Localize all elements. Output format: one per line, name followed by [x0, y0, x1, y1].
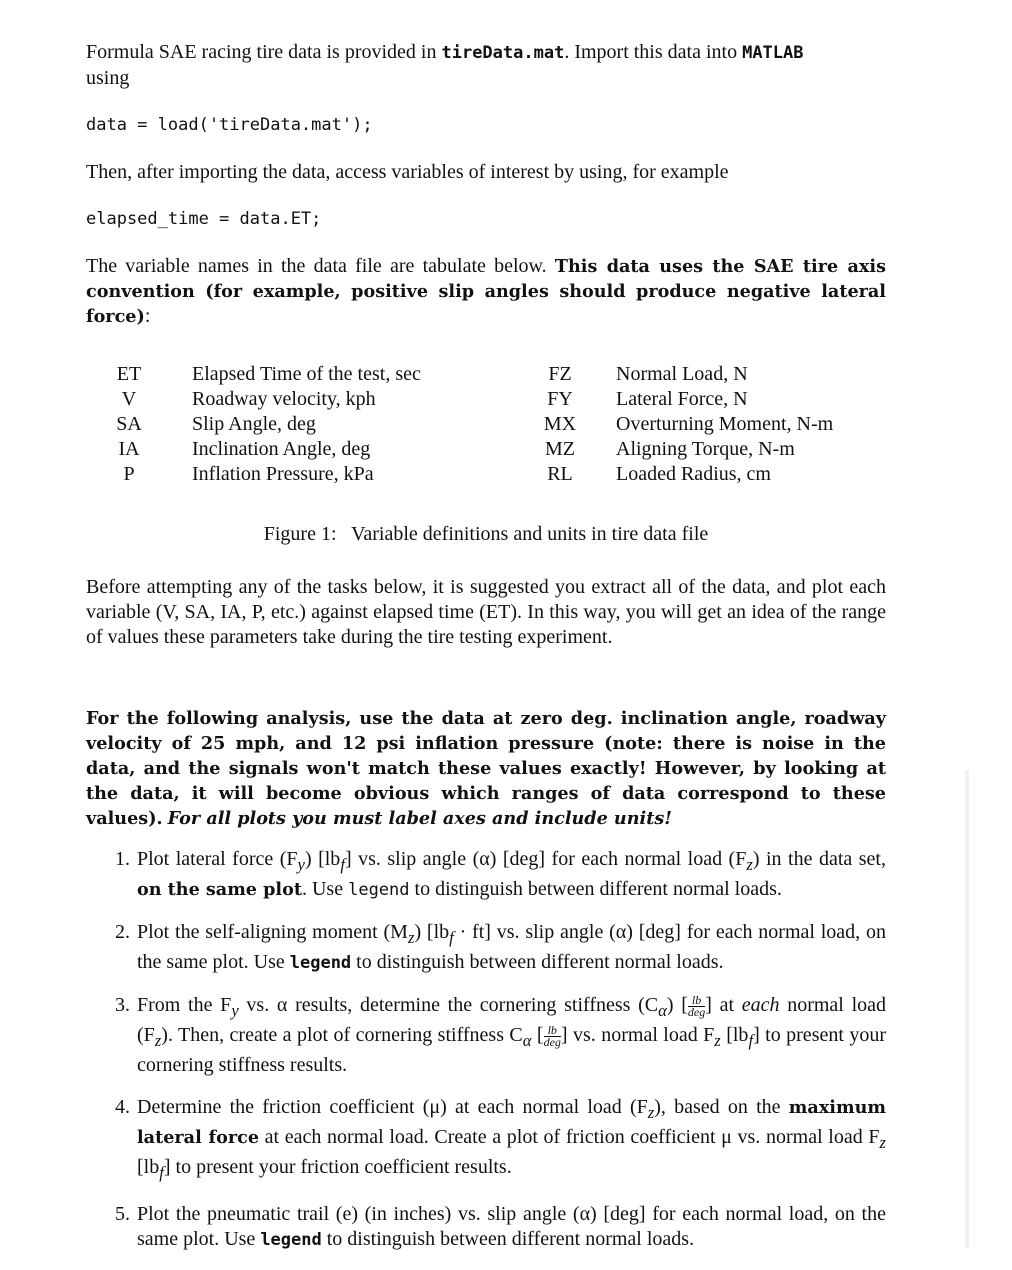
units-fraction: $\frac{lb}{\text{deg}}$	[687, 992, 706, 1019]
var-desc: Inflation Pressure, kPa	[192, 463, 374, 485]
intro-text: . Import this data into	[564, 41, 743, 63]
document-page	[86, 40, 886, 1270]
var-code: IA	[118, 438, 140, 460]
var-desc: Aligning Torque, N-m	[616, 438, 795, 460]
file-name: tireData.mat	[441, 43, 565, 63]
units-fraction: $\frac{lb}{\text{deg}}$	[543, 1022, 561, 1049]
var-desc: Normal Load, N	[616, 363, 748, 385]
var-code: RL	[547, 463, 573, 485]
code-load: data = load('tireData.mat');	[86, 115, 373, 135]
variable-table	[86, 362, 886, 487]
convention-text: :	[144, 305, 151, 327]
intro-paragraph	[86, 40, 886, 91]
var-code: SA	[116, 413, 142, 435]
var-code: MX	[543, 413, 577, 435]
intro-text: Formula SAE racing tire data is provided in	[86, 41, 442, 63]
var-desc: Overturning Moment, N-m	[616, 413, 834, 435]
var-code: FZ	[548, 363, 572, 385]
var-desc: Roadway velocity, kph	[192, 388, 376, 410]
var-desc: Lateral Force, N	[616, 388, 748, 410]
scroll-edge	[965, 770, 969, 1248]
var-code: FY	[547, 388, 573, 410]
access-paragraph: Then, after importing the data, access variables of interest by using, for example	[86, 161, 729, 183]
figure-caption: Figure 1: Variable definitions and units in tire data file	[263, 523, 709, 545]
var-code: MZ	[545, 438, 575, 460]
var-desc: Inclination Angle, deg	[192, 438, 371, 460]
matlab-label: MATLAB	[742, 43, 804, 63]
analysis-paragraph	[86, 706, 886, 831]
var-desc: Slip Angle, deg	[192, 413, 316, 435]
convention-text: The variable names in the data file are tabulate below.	[86, 255, 555, 277]
task-item-4: 4. Determine the friction coefficient (μ) at each normal load $(F_z)$, based on the maximum lateral force at each normal load. Create a plot of friction coefficient μ vs. normal load $F_z$ $[lb_f]$ to present your friction coefficient results.	[135, 1095, 886, 1185]
suggestion-paragraph: Before attempting any of the tasks below, it is suggested you extract all of the data, and plot each variable (V, SA, IA, P, etc.) against elapsed time (ET). In this way, you will get an idea of the range of values these parameters take during the tire testing experiment.	[86, 576, 886, 648]
var-desc: Loaded Radius, cm	[616, 463, 771, 485]
task-item-2: 2. Plot the self-aligning moment $(M_z) [lb_f \cdot ft]$ vs. slip angle (α) [deg] for each normal load, on the same plot. Use legend to distinguish between different normal loads.	[135, 920, 886, 976]
code-access: elapsed_time = data.ET;	[86, 209, 322, 229]
var-code: ET	[116, 363, 142, 385]
task-item-3: 3. From the $F_y$ vs. α results, determine the cornering stiffness $(C_\alpha)$ [ $\frac{lb}{\text{deg}}$ ] at each normal load $(F_z)$. Then, create a plot of cornering stiffness $C_\alpha$ [ $\frac{lb}{\text{deg}}$ ] vs. normal load $F_z$ $[lb_f]$ to present your cornering stiffness results.	[135, 993, 886, 1078]
convention-paragraph	[86, 254, 886, 329]
task-item-5: 5. Plot the pneumatic trail (e) (in inches) vs. slip angle (α) [deg] for each normal load, on the same plot. Use legend to distinguish between different normal loads.	[135, 1202, 886, 1253]
task-list	[86, 847, 886, 1253]
task-item-1: 1. Plot lateral force $(F_y)$ $[lb_f]$ vs. slip angle (α) [deg] for each normal load $(F_z)$ in the data set, on the same plot. Use legend to distinguish between different normal loads.	[135, 847, 886, 903]
var-code: V	[121, 388, 137, 410]
var-desc: Elapsed Time of the test, sec	[192, 363, 421, 385]
var-code: P	[123, 463, 135, 485]
intro-text: using	[86, 67, 130, 89]
analysis-italic: For all plots you must label axes and include units!	[167, 808, 672, 829]
convention-bold: This data uses the SAE tire axis convention (for example, positive slip angles should produce negative lateral force)	[86, 256, 886, 327]
analysis-bold: For the following analysis, use the data at zero deg. inclination angle, roadway velocity of 25 mph, and 12 psi inflation pressure (note: there is noise in the data, and the signals won't match these values exactly! However, by looking at the data, it will become obvious which ranges of data correspond to these values).	[86, 708, 886, 829]
